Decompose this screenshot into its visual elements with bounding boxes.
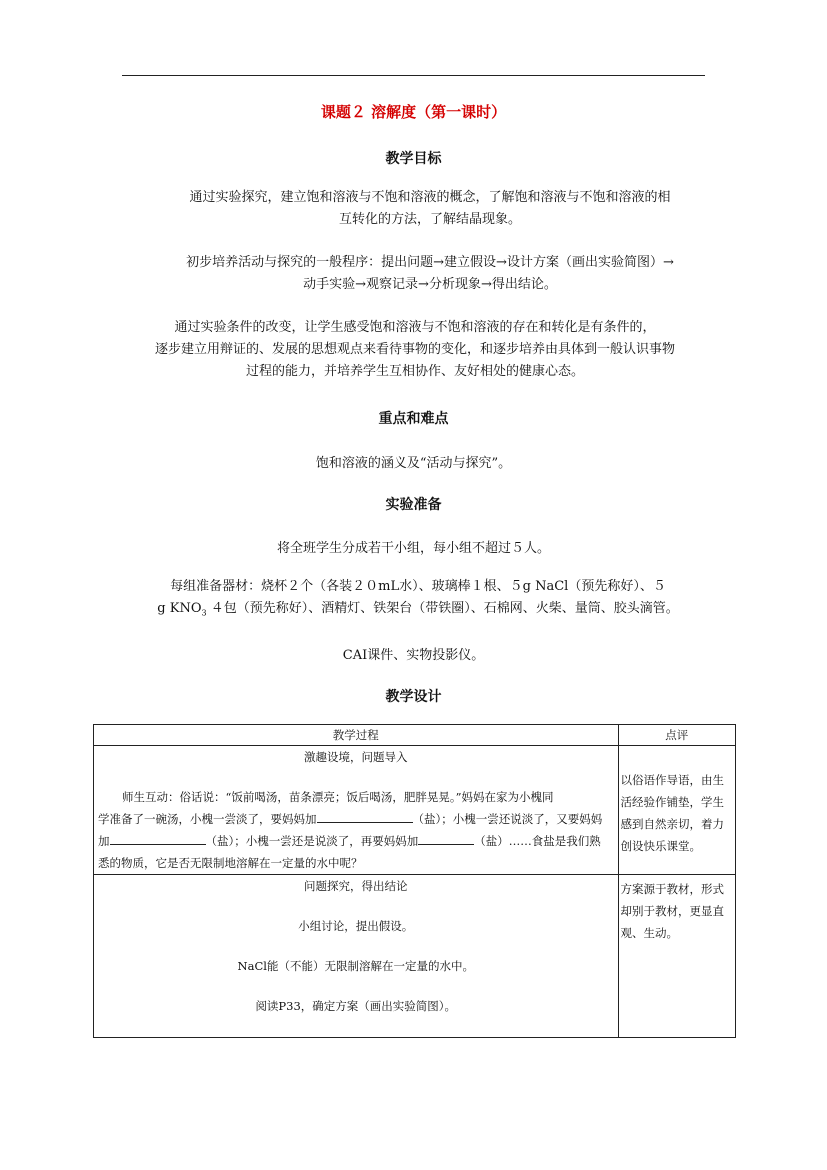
goal3-line2: 逐步建立用辩证的、发展的思想观点来看待事物的变化，和逐步培养由具体到一般认识事物 [154, 342, 675, 357]
row1-text-e: （盐）；小槐一尝还是说淡了，再要妈妈加 [205, 834, 419, 848]
row2-line3: 阅读P33，确定方案（画出实验简图）。 [255, 999, 457, 1013]
goal3-line3: 过程的能力，并培养学生互相协作、友好相处的健康心态。 [245, 364, 584, 379]
table-row [94, 875, 736, 1038]
goal1-line2: 互转化的方法，了解结晶现象。 [338, 212, 521, 227]
goal2-line2: 动手实验→观察记录→分析现象→得出结论。 [303, 277, 557, 292]
goal-paragraph-1 [140, 187, 720, 231]
prep2-line2 [118, 598, 718, 625]
row1-text-c: （盐）；小槐一尝还说淡了，又要妈妈 [412, 812, 603, 826]
row1-comment: 以俗语作导语，由生活经验作铺垫，学生感到自然亲切，着力创设快乐课堂。 [620, 773, 725, 853]
row2-comment: 方案源于教材，形式却别于教材，更显直观、生动。 [620, 882, 725, 940]
prep2-line2-rest: ４包（预先称好）、酒精灯、铁架台（带铁圈）、石棉网、火柴、量筒、胶头滴管。 [206, 601, 679, 616]
row2-line1: 小组讨论，提出假设。 [298, 919, 414, 933]
prep-line-1: 将全班学生分成若干小组，每小组不超过５人。 [276, 541, 550, 556]
teaching-design-table [93, 724, 736, 1038]
design-heading: 教学设计 [385, 689, 442, 705]
kno3-subscript: 3 [201, 608, 207, 618]
row2-step: 问题探究，得出结论 [304, 879, 408, 893]
goal-paragraph-3 [110, 317, 720, 383]
table-row [94, 746, 736, 875]
row1-text-d: 加 [98, 834, 110, 848]
page-title: 课题２ 溶解度（第一课时） [320, 103, 507, 121]
row1-text-f: （盐）……食盐是我们熟 [474, 834, 601, 848]
key-heading: 重点和难点 [378, 411, 449, 427]
row1-text-b: 学准备了一碗汤，小槐一尝淡了，要妈妈加 [98, 812, 317, 826]
table-header-row [94, 725, 736, 746]
goal1-line1: 通过实验探究，建立饱和溶液与不饱和溶液的概念，了解饱和溶液与不饱和溶液的相 [189, 190, 671, 205]
row2-line2: NaCl能（不能）无限制溶解在一定量的水中。 [237, 959, 474, 973]
row1-text-g: 悉的物质，它是否无限制地溶解在一定量的水中呢？ [98, 856, 363, 870]
row1-process [94, 746, 619, 875]
answer-blank-2[interactable] [110, 833, 206, 845]
prep-line-3: CAI课件、实物投影仪。 [342, 648, 485, 663]
goal3-line1: 通过实验条件的改变，让学生感受饱和溶液与不饱和溶液的存在和转化是有条件的， [174, 320, 656, 335]
prep-heading: 实验准备 [385, 497, 442, 513]
kno3-text: g KNO [157, 601, 202, 616]
prep2-line1: 每组准备器材：烧杯２个（各装２０mL水）、玻璃棒１根、５g NaCl（预先称好）、５ [170, 579, 666, 594]
header-comment: 点评 [618, 725, 735, 746]
prep-equipment [118, 576, 718, 625]
key-text: 饱和溶液的涵义及“活动与探究”。 [315, 456, 512, 471]
row1-comment-cell [618, 746, 735, 875]
row2-comment-cell [618, 875, 735, 1038]
row1-text-a: 师生互动：俗话说：“饭前喝汤，苗条漂亮；饭后喝汤，肥胖晃晃。”妈妈在家为小槐同 [122, 790, 554, 804]
goal-paragraph-2 [140, 252, 720, 296]
answer-blank-1[interactable] [317, 811, 413, 823]
header-rule [122, 75, 705, 76]
goal2-line1: 初步培养活动与探究的一般程序：提出问题→建立假设→设计方案（画出实验简图）→ [186, 255, 674, 270]
row1-text [94, 786, 618, 874]
header-process: 教学过程 [94, 725, 619, 746]
row1-step: 激趣设境，问题导入 [304, 750, 408, 764]
row2-process [94, 875, 619, 1038]
answer-blank-3[interactable] [418, 833, 474, 845]
goals-heading: 教学目标 [385, 151, 442, 167]
